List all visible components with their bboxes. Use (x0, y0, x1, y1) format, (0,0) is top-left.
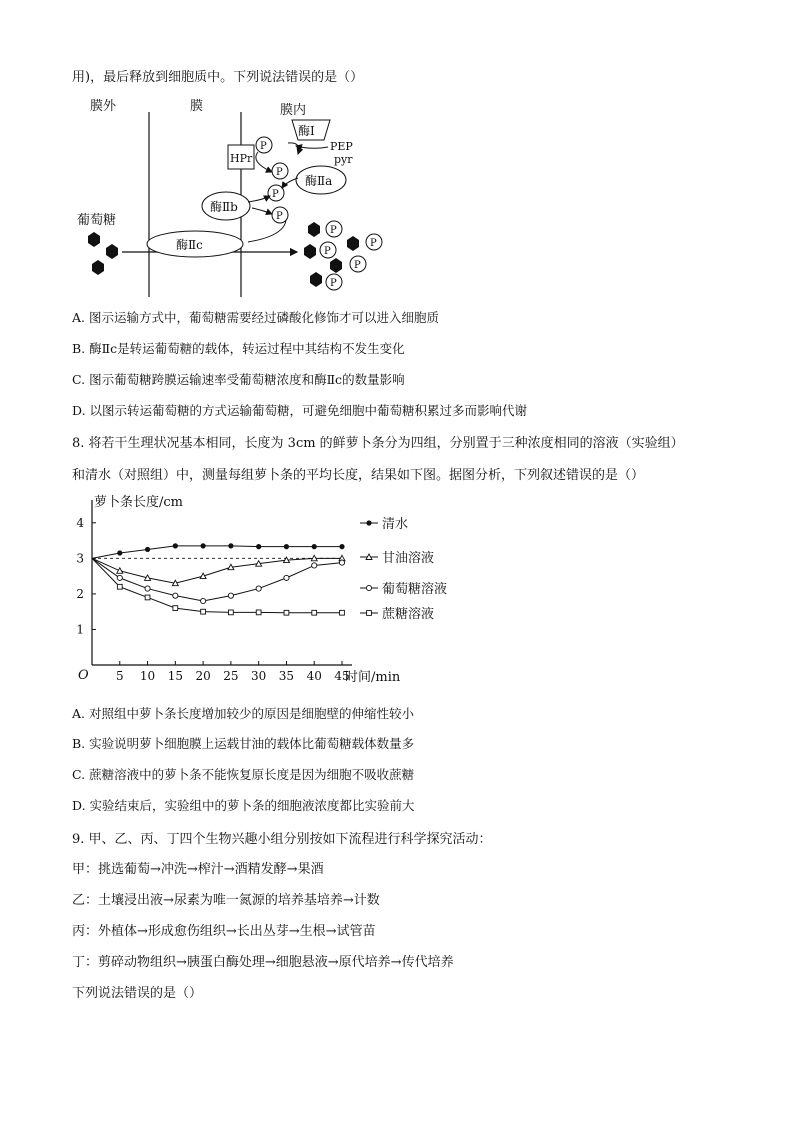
svg-text:P: P (330, 278, 337, 289)
series-open-circle (92, 558, 345, 603)
chart-ylabel: 萝卜条长度/cm (94, 495, 183, 510)
data-point (201, 543, 206, 548)
label-inside: 膜内 (280, 103, 307, 118)
svg-text:P: P (370, 238, 377, 249)
data-point (173, 543, 178, 548)
q7-option-d: D. 以图示转运葡萄糖的方式运输葡萄糖，可避免细胞中葡萄糖积累过多而影响代谢 (72, 403, 528, 418)
data-point (256, 610, 261, 615)
q7-option-b: B. 酶Ⅱc是转运葡萄糖的载体，转运过程中其结构不发生变化 (72, 341, 405, 356)
data-point (340, 610, 345, 615)
q8-stem-line-1: 8. 将若干生理状况基本相同，长度为 3cm 的鲜萝卜条分为四组，分别置于三种浓度相同的溶液（实验组） (72, 436, 684, 451)
x-tick-label: 20 (195, 669, 211, 683)
x-tick-label: 15 (167, 669, 183, 683)
q8-option-c: C. 蔗糖溶液中的萝卜条不能恢复原长度是因为细胞不吸收蔗糖 (72, 767, 415, 782)
q9-flow-bing: 丙：外植体→形成愈伤组织→长出丛芽→生根→试管苗 (72, 924, 376, 939)
x-tick-label: 30 (251, 669, 267, 683)
q7-option-c: C. 图示葡萄糖跨膜运输速率受葡萄糖浓度和酶Ⅱc的数量影响 (72, 372, 405, 387)
legend-label: 葡萄糖溶液 (382, 582, 448, 597)
data-point (339, 560, 344, 565)
chart-xlabel: 时间/min (345, 670, 401, 685)
q9-flow-jia: 甲：挑选葡萄→冲洗→榨汁→酒精发酵→果酒 (72, 862, 324, 877)
data-point (201, 609, 206, 614)
data-point (256, 586, 261, 591)
svg-text:P: P (276, 211, 283, 222)
data-point (284, 575, 289, 580)
q8-option-b: B. 实验说明萝卜细胞膜上运载甘油的载体比葡萄糖载体数量多 (72, 736, 415, 751)
label-outside: 膜外 (90, 99, 117, 114)
q8-option-d: D. 实验结束后，实验组中的萝卜条的细胞液浓度都比实验前大 (72, 798, 415, 813)
data-point (284, 544, 289, 549)
svg-text:P: P (276, 167, 283, 178)
data-point (312, 610, 317, 615)
series-line (92, 558, 342, 601)
legend-label: 甘油溶液 (382, 551, 435, 566)
legend-label: 清水 (382, 517, 409, 532)
q8-option-a: A. 对照组中萝卜条长度增加较少的原因是细胞壁的伸缩性较小 (72, 706, 414, 721)
q8-stem-line-2: 和清水（对照组）中，测量每组萝卜条的平均长度，结果如下图。据图分析，下列叙述错误的是（） (72, 468, 645, 483)
data-point (145, 586, 150, 591)
data-point (228, 543, 233, 548)
pyr-label: pyr (334, 153, 353, 166)
pep-label: PEP (330, 140, 353, 153)
q9-flow-ding: 丁：剪碎动物组织→胰蛋白酶处理→细胞悬液→原代培养→传代培养 (72, 955, 454, 970)
q9-flow-yi: 乙：土壤浸出液→尿素为唯一氮源的培养基培养→计数 (72, 893, 380, 908)
data-point (339, 544, 344, 549)
data-point (366, 520, 371, 525)
pts-transport-diagram (72, 92, 412, 297)
question-7-stem-tail: 用)，最后释放到细胞质中。下列说法错误的是（） (72, 70, 364, 85)
series-line (92, 546, 342, 558)
x-tick-label: 45 (334, 669, 350, 683)
series-line (92, 558, 342, 583)
data-point (201, 598, 206, 603)
x-tick-label: 10 (139, 669, 156, 683)
svg-text:P: P (324, 246, 331, 257)
data-point (228, 593, 233, 598)
data-point (367, 611, 372, 616)
data-point (117, 568, 123, 574)
svg-text:P: P (272, 189, 279, 200)
data-point (312, 563, 317, 568)
y-tick-label: 2 (76, 586, 84, 601)
chart-origin: O (78, 668, 89, 683)
glucose-label: 葡萄糖 (77, 213, 117, 228)
hpr-label: HPr (230, 152, 253, 165)
series-open-square (92, 558, 344, 615)
series-triangle (92, 555, 345, 585)
data-point (312, 544, 317, 549)
q9-stem: 9. 甲、乙、丙、丁四个生物兴趣小组分别按如下流程进行科学探究活动： (72, 832, 492, 847)
series-line (92, 558, 342, 612)
enzyme-1-label: 酶Ⅰ (298, 124, 315, 138)
series-filled-circle (92, 543, 345, 558)
data-point (117, 550, 122, 555)
x-tick-label: 35 (278, 669, 295, 683)
data-point (228, 610, 233, 615)
x-tick-label: 40 (306, 669, 322, 683)
x-tick-label: 25 (223, 669, 239, 683)
data-point (366, 585, 371, 590)
q9-question: 下列说法错误的是（） (72, 986, 203, 1001)
y-tick-label: 3 (76, 551, 84, 566)
data-point (145, 547, 150, 552)
data-point (117, 584, 122, 589)
y-tick-label: 4 (76, 515, 84, 530)
legend-label: 蔗糖溶液 (382, 607, 435, 622)
data-point (117, 575, 122, 580)
data-point (173, 606, 178, 611)
svg-text:P: P (330, 225, 337, 236)
data-point (173, 593, 178, 598)
x-tick-label: 5 (115, 669, 124, 683)
enzyme-2a-label: 酶Ⅱa (305, 174, 333, 188)
svg-text:P: P (354, 260, 361, 271)
data-point (256, 544, 261, 549)
label-membrane: 膜 (190, 99, 204, 114)
q7-option-a: A. 图示运输方式中，葡萄糖需要经过磷酸化修饰才可以进入细胞质 (72, 310, 439, 325)
data-point (284, 610, 289, 615)
enzyme-2c-label: 酶Ⅱc (176, 238, 203, 252)
radish-length-chart (72, 490, 452, 690)
enzyme-2b-label: 酶Ⅱb (210, 200, 238, 214)
data-point (145, 595, 150, 600)
y-tick-label: 1 (76, 622, 84, 637)
svg-text:P: P (260, 141, 267, 152)
